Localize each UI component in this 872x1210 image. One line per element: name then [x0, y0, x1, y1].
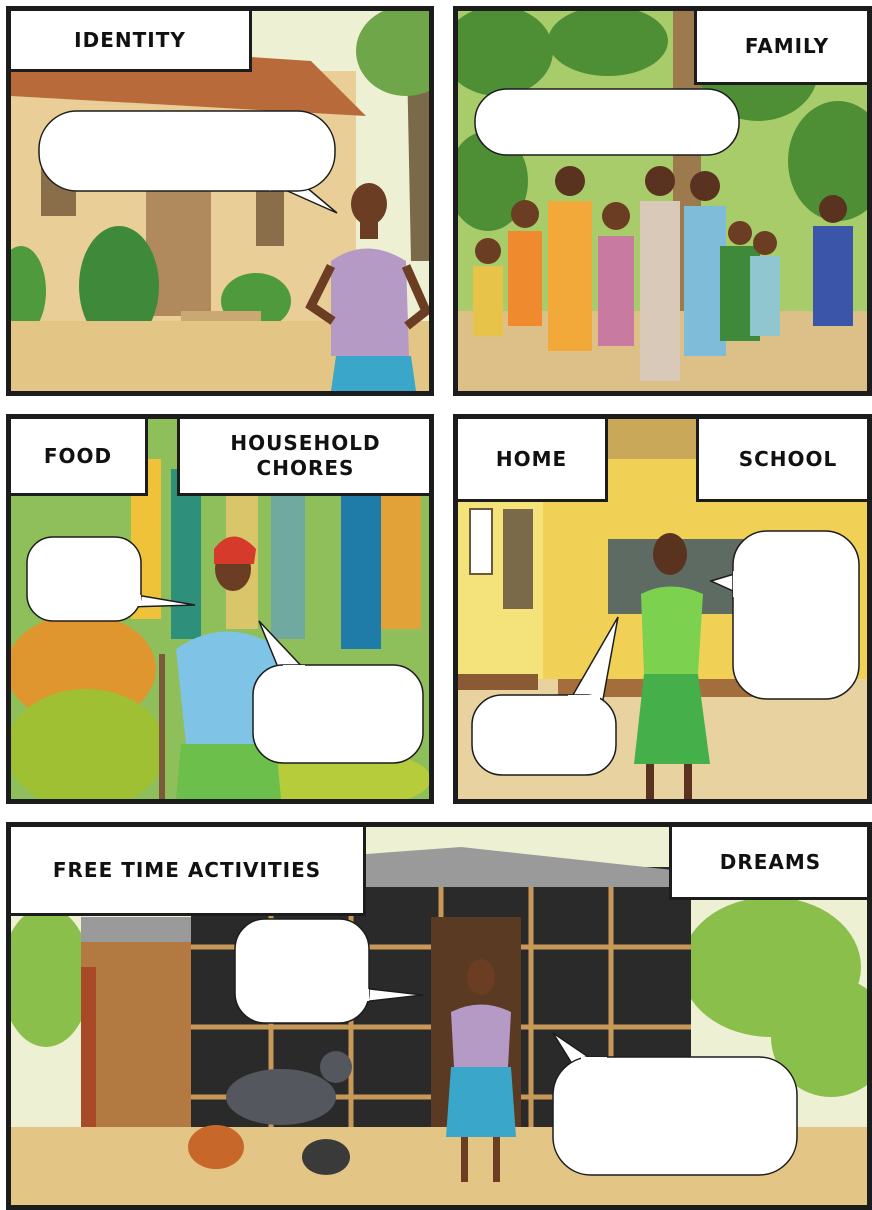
speech-bubble-empty[interactable]	[37, 109, 337, 219]
speech-bubble-empty[interactable]	[711, 529, 861, 701]
speech-bubble-empty[interactable]	[473, 87, 741, 157]
panel-home-school	[453, 414, 872, 804]
caption-dreams: DREAMS	[669, 824, 872, 900]
speech-bubble-empty[interactable]	[247, 617, 427, 767]
panel-food-chores	[6, 414, 434, 804]
caption-school: SCHOOL	[696, 416, 872, 502]
speech-bubble-empty[interactable]	[470, 617, 620, 777]
panel-family	[453, 6, 872, 396]
panel-identity	[6, 6, 434, 396]
speech-bubble-empty[interactable]	[233, 917, 423, 1025]
caption-free-time-activities: FREE TIME ACTIVITIES	[8, 824, 366, 916]
caption-identity: IDENTITY	[8, 8, 252, 72]
caption-household-chores: HOUSEHOLD CHORES	[177, 416, 434, 496]
caption-family: FAMILY	[694, 8, 872, 85]
caption-home: HOME	[455, 416, 608, 502]
speech-bubble-empty[interactable]	[549, 1031, 801, 1179]
caption-food: FOOD	[8, 416, 148, 496]
panel-free-time-dreams	[6, 822, 872, 1210]
speech-bubble-empty[interactable]	[25, 535, 195, 625]
